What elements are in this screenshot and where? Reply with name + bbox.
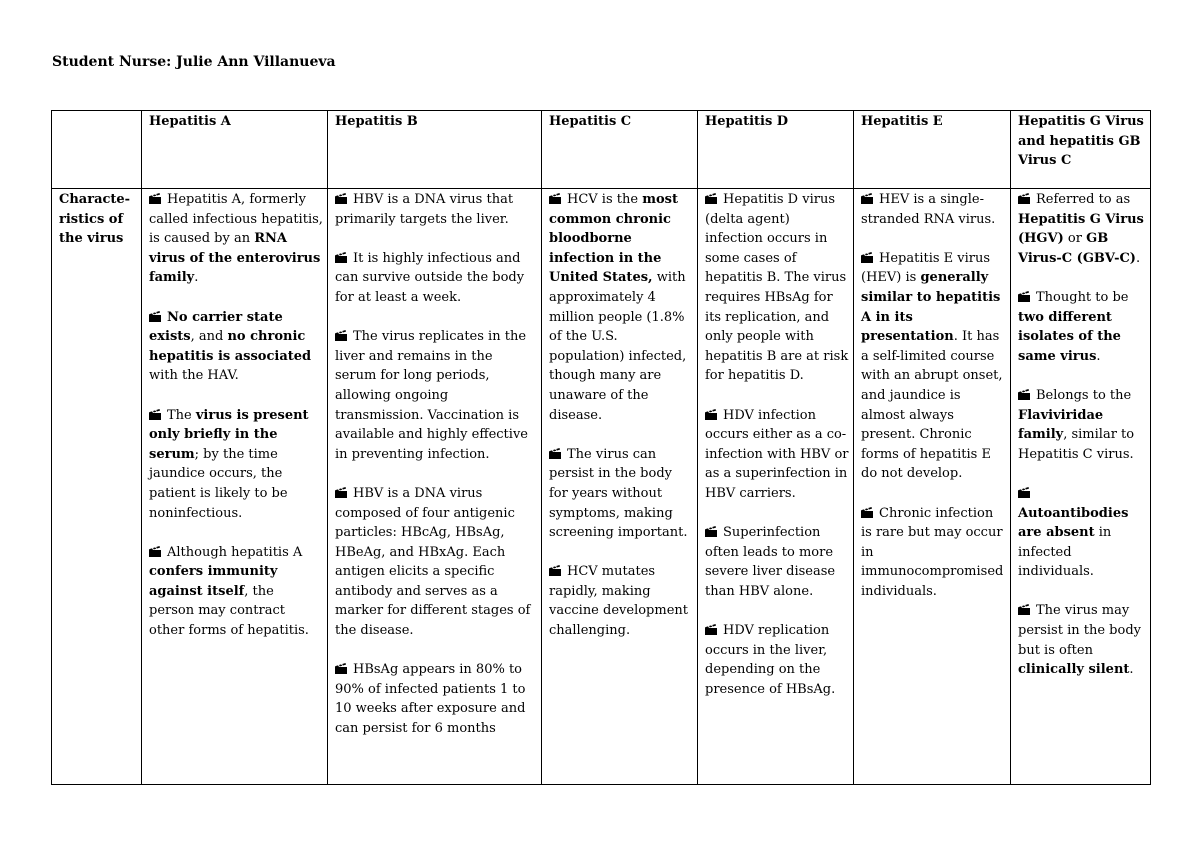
text: Belongs to the [1036,387,1132,403]
bold-text: no chronic hepatitis is associated [149,329,312,364]
bullet-item [861,504,1006,602]
clapperboard-icon [149,544,161,555]
header-cell-hepatitis-b: Hepatitis B [328,111,542,189]
cell-hepatitis-b [328,189,542,785]
bullet-item [149,190,323,288]
text: Thought to be [1036,289,1129,305]
clapperboard-icon [149,191,161,202]
bullet-item [549,445,693,543]
bullet-item [705,621,849,699]
clapperboard-icon [1018,191,1030,202]
text: ; by the time jaundice occurs, the patient is likely to be noninfectious. [149,446,288,521]
cell-hepatitis-e [854,189,1011,785]
student-header: Student Nurse: Julie Ann Villanueva [52,54,336,70]
bold-text: clinically silent [1018,662,1130,678]
bullet-item [149,406,323,524]
bullet-item [705,190,849,386]
clapperboard-icon [705,407,717,418]
clapperboard-icon [149,407,161,418]
bullet-item [335,190,537,229]
bullet-item [549,190,693,425]
text: The virus can persist in the body for years without symptoms, making screening important. [549,446,688,541]
text: HDV infection occurs either as a co-infection with HBV or as a superinfection in HBV carriers. [705,407,849,501]
text: HCV is the [567,192,643,207]
bold-text: Flaviviridae family [1018,407,1104,443]
bullet-item [335,484,537,641]
text: Hepatitis D virus (delta agent) infection occurs in some cases of hepatitis B. The virus requires HBsAg for its replication, and only people with hepatitis B are at risk for hepatitis D. [705,192,849,384]
clapperboard-icon [335,250,347,261]
characteristics-row [52,189,1151,785]
clapperboard-icon [1018,289,1030,300]
clapperboard-icon [705,622,717,633]
text: Superinfection often leads to more severe liver disease than HBV alone. [705,525,836,599]
bold-text: Hepatitis G Virus (HGV) [1018,211,1144,247]
text: . [1096,348,1101,364]
header-cell-hepatitis-d: Hepatitis D [698,111,854,189]
clapperboard-icon [549,563,561,574]
bullet-item [335,660,537,738]
text: HEV is a single-stranded RNA virus. [861,192,996,227]
text: . [194,270,199,286]
text: The [167,407,196,423]
bullet-item [1018,484,1146,582]
bullet-item [1018,288,1146,366]
header-cell-hepatitis-c: Hepatitis C [542,111,698,189]
text: with approximately 4 million people (1.8% of the U.S. population) infected, though many are unaware of the disease. [549,270,687,423]
clapperboard-icon [861,505,873,516]
bold-text: confers immunity against itself [149,564,278,599]
text: , similar to Hepatitis C virus. [1018,427,1135,462]
text: HDV replication occurs in the liver, depending on the presence of HBsAg. [705,623,836,697]
bold-text: generally similar to hepatitis A in its presentation [861,270,1001,345]
hepatitis-comparison-table [51,110,1151,785]
bullet-item [549,562,693,640]
header-cell-empty [52,111,142,189]
text: , the person may contract other forms of hepatitis. [149,583,309,639]
text: It is highly infectious and can survive outside the body for at least a week. [335,250,525,305]
clapperboard-icon [335,485,347,496]
text: Chronic infection is rare but may occur in immunocompromised individuals. [861,505,1004,599]
clapperboard-icon [335,328,347,339]
text: HBsAg appears in 80% to 90% of infected patients 1 to 10 weeks after exposure and can persist for 6 months [335,662,526,737]
bold-text: two different isolates of the same virus [1018,309,1121,364]
text: Hepatitis E virus (HEV) is [861,250,991,286]
clapperboard-icon [861,191,873,202]
clapperboard-icon [549,191,561,202]
bold-text: Autoantibodies are absent [1018,505,1129,541]
header-cell-hepatitis-a: Hepatitis A [142,111,328,189]
bullet-item [1018,386,1146,464]
text: HCV mutates rapidly, making vaccine development challenging. [549,564,688,639]
clapperboard-icon [149,309,161,320]
bullet-item [335,249,537,308]
clapperboard-icon [335,661,347,672]
text: The virus replicates in the liver and remains in the serum for long periods, allowing ongoing transmission. Vaccination is available and highly effective in preventing infection. [335,329,528,462]
text: HBV is a DNA virus that primarily targets the liver. [335,192,514,227]
clapperboard-icon [549,446,561,457]
bullet-item [1018,601,1146,679]
cell-hepatitis-g [1011,189,1151,785]
header-row [52,111,1151,189]
bullet-item [1018,190,1146,268]
text: Referred to as [1036,192,1131,207]
clapperboard-icon [1018,485,1030,496]
text: . [1129,662,1134,678]
text: The virus may persist in the body but is often [1018,603,1141,658]
text: , and [190,329,228,345]
bold-text: No carrier state exists [149,309,283,345]
text: in infected individuals. [1018,525,1112,580]
cell-hepatitis-c [542,189,698,785]
bold-text: RNA virus of the enterovirus family [149,231,321,286]
bullet-item [861,249,1006,484]
clapperboard-icon [705,524,717,535]
text: with the HAV. [149,368,239,384]
bullet-item [149,308,323,386]
bullet-item [335,327,537,464]
text: HBV is a DNA virus composed of four antigenic particles: HBcAg, HBsAg, HBeAg, and HBxAg. Each antigen elicits a specific antibody and serves as a marker for different stages of the disease. [335,485,531,639]
row-label: Characte-ristics of the virus [52,189,142,785]
text: . [1135,250,1141,266]
clapperboard-icon [861,250,873,261]
cell-hepatitis-d [698,189,854,785]
text: . It has a self-limited course with an abrupt onset, and jaundice is almost always present. Chronic forms of hepatitis E do not develop. [861,329,1003,482]
text: Although hepatitis A [167,544,303,560]
clapperboard-icon [1018,602,1030,613]
text: Hepatitis A, formerly called infectious hepatitis, is caused by an [149,192,323,247]
cell-hepatitis-a [142,189,328,785]
clapperboard-icon [705,191,717,202]
header-cell-hepatitis-g: Hepatitis G Virus and hepatitis GB Virus C [1011,111,1151,189]
clapperboard-icon [335,191,347,202]
clapperboard-icon [1018,387,1030,398]
bullet-item [861,190,1006,229]
bold-text: most common chronic bloodborne infection in the United States, [549,192,678,286]
bullet-item [149,543,323,641]
bold-text: virus is present only briefly in the serum [149,407,309,462]
bold-text: GB Virus-C (GBV-C) [1018,231,1136,266]
bullet-item [705,523,849,601]
header-cell-hepatitis-e: Hepatitis E [854,111,1011,189]
bullet-item [705,406,849,504]
text: or [1063,231,1087,247]
